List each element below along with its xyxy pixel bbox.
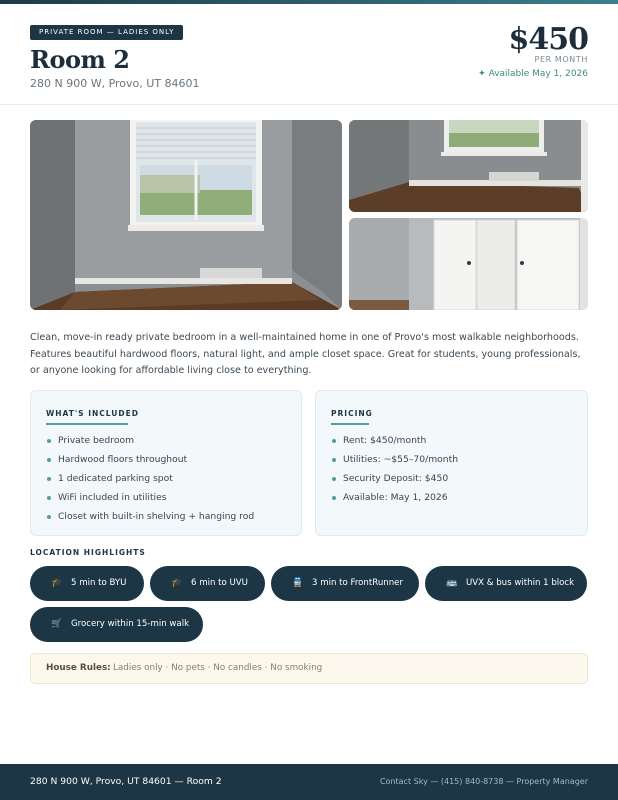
room-photo-closet[interactable] [349, 218, 588, 310]
list-item: 1 dedicated parking spot [46, 469, 254, 488]
location-pill-label: 6 min to UVU [191, 578, 248, 588]
location-pill-byu [30, 566, 144, 601]
location-pill-label: 3 min to FrontRunner [312, 578, 403, 588]
footer-contact: Contact Sky — (415) 840-8738 — Property Manager [379, 777, 588, 786]
room-photo-main-image [30, 120, 342, 310]
location-highlights-title: LOCATION HIGHLIGHTS [30, 548, 146, 557]
availability-date: ✦ Available May 1, 2026 [478, 69, 588, 79]
address: 280 N 900 W, Provo, UT 84601 [30, 77, 200, 90]
location-pill-bus [425, 566, 587, 601]
whats-included-title: WHAT'S INCLUDED [46, 409, 139, 418]
graduation-cap-icon: 🎓 [171, 578, 183, 588]
room-type-badge: PRIVATE ROOM — LADIES ONLY [30, 25, 183, 40]
bus-icon: 🚌 [446, 578, 458, 588]
whats-included-card [30, 390, 302, 536]
pricing-card [315, 390, 588, 536]
list-item: Utilities: ~$55–70/month [331, 450, 458, 469]
list-item: Private bedroom [46, 431, 254, 450]
room-photo-closet-image [349, 218, 588, 310]
listing-description: Clean, move-in ready private bedroom in a well-maintained home in one of Provo's most walkable neighborhoods. Features beautiful hardwood floors, natural light, and ample closet space. Great for students, young professionals, or anyone looking for affordable living close to everything. [30, 332, 581, 376]
list-item: Available: May 1, 2026 [331, 488, 458, 507]
price-period: PER MONTH [534, 55, 588, 64]
list-item: Hardwood floors throughout [46, 450, 254, 469]
cart-icon: 🛒 [51, 619, 63, 629]
graduation-cap-icon: 🎓 [51, 578, 63, 588]
price-amount: $450 [508, 22, 588, 57]
train-icon: 🚆 [292, 578, 304, 588]
list-item: Rent: $450/month [331, 431, 458, 450]
location-pill-label: UVX & bus within 1 block [466, 578, 575, 588]
list-item: Closet with built-in shelving + hanging rod [46, 507, 254, 526]
page-title: Room 2 [30, 45, 130, 74]
pricing-list [331, 431, 458, 507]
footer-address: 280 N 900 W, Provo, UT 84601 — Room 2 [30, 776, 222, 787]
house-rules-label: House Rules: [46, 663, 111, 673]
house-rules-box [30, 653, 588, 684]
location-pill-label: Grocery within 15-min walk [71, 619, 190, 629]
location-pill-label: 5 min to BYU [71, 578, 127, 588]
title-underline [331, 423, 369, 425]
room-photo-corner-image [349, 120, 588, 212]
title-underline [46, 423, 128, 425]
room-photo-main[interactable] [30, 120, 342, 310]
list-item: WiFi included in utilities [46, 488, 254, 507]
list-item: Security Deposit: $450 [331, 469, 458, 488]
location-pill-grocery [30, 607, 203, 642]
included-list [46, 431, 254, 526]
room-photo-corner[interactable] [349, 120, 588, 212]
location-pill-frontrunner [271, 566, 419, 601]
pricing-title: PRICING [331, 409, 373, 418]
house-rules-list: Ladies only · No pets · No candles · No smoking [113, 663, 323, 673]
top-accent-bar [0, 0, 618, 4]
location-pill-uvu [150, 566, 265, 601]
footer [0, 764, 618, 800]
header-divider [0, 104, 618, 105]
